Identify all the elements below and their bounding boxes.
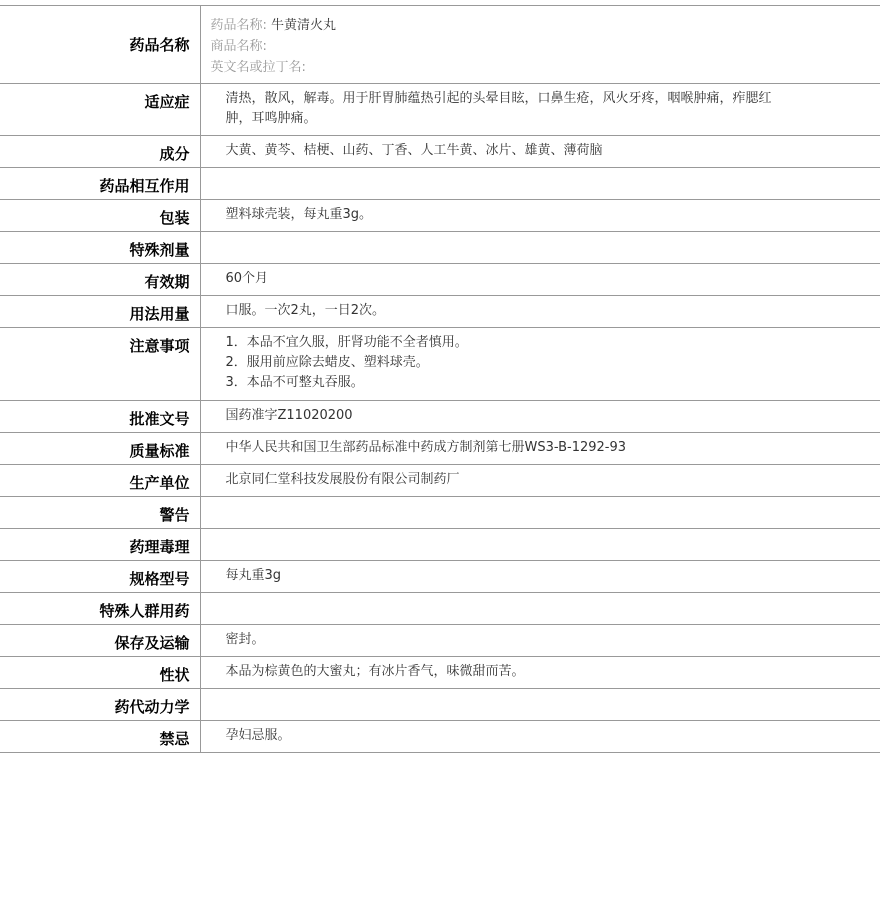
row-quality-standard (0, 433, 880, 465)
value-special-dosage (200, 232, 880, 264)
row-storage (0, 625, 880, 657)
label-pharmacokinetics: 药代动力学 (0, 689, 200, 721)
label-special-population: 特殊人群用药 (0, 593, 200, 625)
row-contraindications (0, 721, 880, 753)
row-special-dosage (0, 232, 880, 264)
row-warning (0, 497, 880, 529)
label-approval-number: 批准文号 (0, 401, 200, 433)
caution-item: 2．服用前应除去蜡皮、塑料球壳。 (225, 355, 429, 370)
label-special-dosage: 特殊剂量 (0, 232, 200, 264)
row-approval-number (0, 401, 880, 433)
label-contraindications: 禁忌 (0, 721, 200, 753)
label-specification: 规格型号 (0, 561, 200, 593)
value-interactions (200, 168, 880, 200)
label-storage: 保存及运输 (0, 625, 200, 657)
value-pharmacology (200, 529, 880, 561)
row-drug-name (0, 6, 880, 84)
value-special-population (200, 593, 880, 625)
row-specification (0, 561, 880, 593)
row-ingredients (0, 136, 880, 168)
english-name-label: 英文名或拉丁名: (210, 60, 306, 75)
label-cautions: 注意事项 (0, 328, 200, 401)
label-usage: 用法用量 (0, 296, 200, 328)
label-drug-name: 药品名称 (0, 6, 200, 84)
value-usage: 口服。一次2丸，一日2次。 (200, 296, 880, 328)
value-cautions (200, 328, 880, 401)
value-packaging: 塑料球壳装，每丸重3g。 (200, 200, 880, 232)
row-special-population (0, 593, 880, 625)
label-pharmacology: 药理毒理 (0, 529, 200, 561)
drug-info-table (0, 5, 880, 753)
row-packaging (0, 200, 880, 232)
trade-name-label: 商品名称: (210, 39, 267, 54)
caution-item: 3．本品不可整丸吞服。 (225, 375, 364, 390)
value-quality-standard: 中华人民共和国卫生部药品标准中药成方制剂第七册WS3-B-1292-93 (200, 433, 880, 465)
row-cautions (0, 328, 880, 401)
label-description: 性状 (0, 657, 200, 689)
value-approval-number: 国药准字Z11020200 (200, 401, 880, 433)
label-warning: 警告 (0, 497, 200, 529)
row-interactions (0, 168, 880, 200)
row-pharmacology (0, 529, 880, 561)
value-contraindications: 孕妇忌服。 (200, 721, 880, 753)
generic-name-value: 牛黄清火丸 (271, 18, 337, 33)
caution-item: 1．本品不宜久服，肝肾功能不全者慎用。 (225, 335, 468, 350)
row-indications (0, 84, 880, 136)
value-warning (200, 497, 880, 529)
label-ingredients: 成分 (0, 136, 200, 168)
value-pharmacokinetics (200, 689, 880, 721)
row-shelf-life (0, 264, 880, 296)
value-ingredients: 大黄、黄芩、桔梗、山药、丁香、人工牛黄、冰片、雄黄、薄荷脑 (200, 136, 880, 168)
label-shelf-life: 有效期 (0, 264, 200, 296)
label-manufacturer: 生产单位 (0, 465, 200, 497)
row-manufacturer (0, 465, 880, 497)
value-manufacturer: 北京同仁堂科技发展股份有限公司制药厂 (200, 465, 880, 497)
label-interactions: 药品相互作用 (0, 168, 200, 200)
row-description (0, 657, 880, 689)
value-shelf-life: 60个月 (200, 264, 880, 296)
value-drug-name (200, 6, 880, 84)
generic-name-label: 药品名称: (210, 18, 267, 33)
value-indications: 清热，散风，解毒。用于肝胃肺蕴热引起的头晕目眩，口鼻生疮，风火牙疼，咽喉肿痛，痄腮红肿，耳鸣肿痛。 (200, 84, 880, 136)
row-pharmacokinetics (0, 689, 880, 721)
label-quality-standard: 质量标准 (0, 433, 200, 465)
row-usage (0, 296, 880, 328)
value-specification: 每丸重3g (200, 561, 880, 593)
value-description: 本品为棕黄色的大蜜丸；有冰片香气，味微甜而苦。 (200, 657, 880, 689)
generic-name-line (211, 15, 791, 36)
label-packaging: 包装 (0, 200, 200, 232)
value-storage: 密封。 (200, 625, 880, 657)
label-indications: 适应症 (0, 84, 200, 136)
